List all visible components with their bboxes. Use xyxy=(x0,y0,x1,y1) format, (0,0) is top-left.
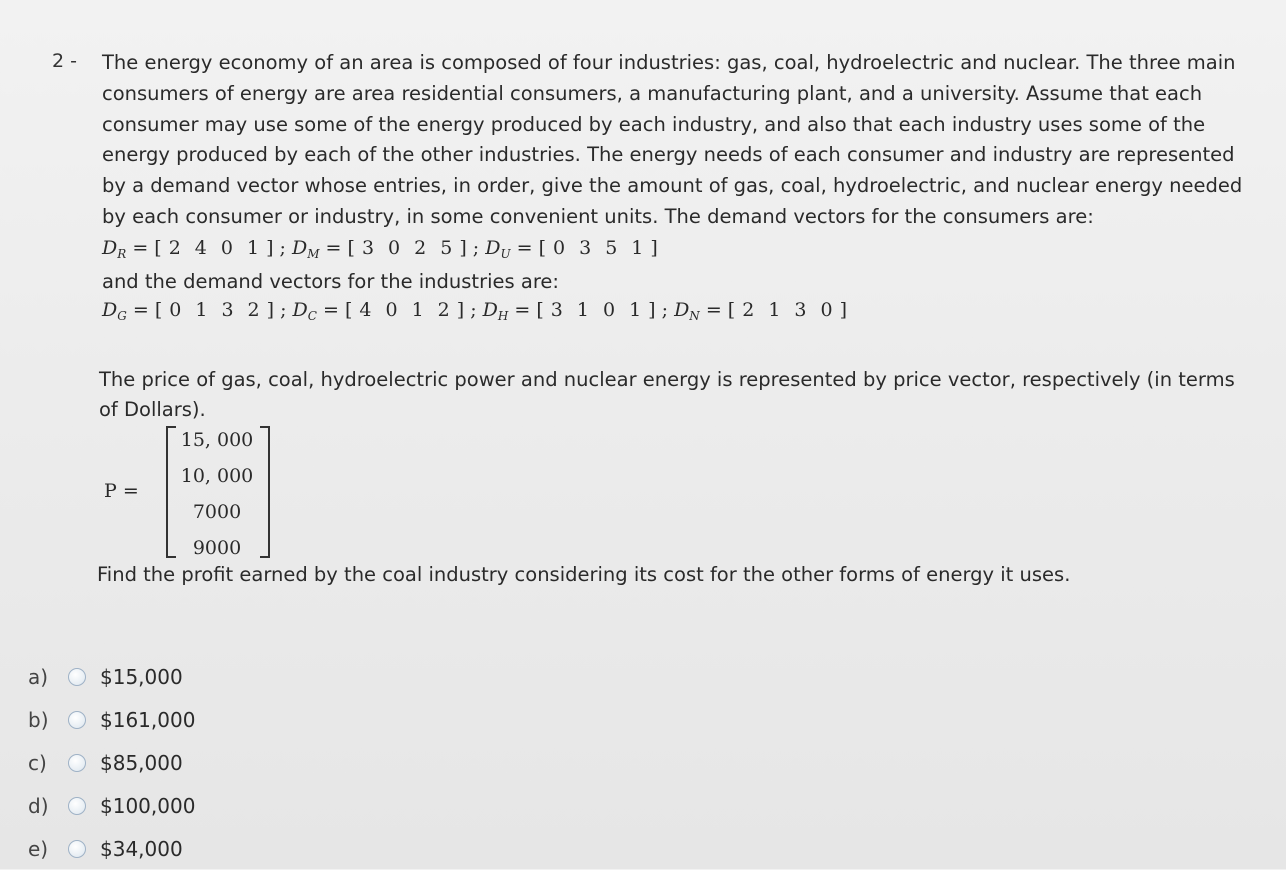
option-e[interactable] xyxy=(28,827,195,870)
option-d[interactable] xyxy=(28,784,195,827)
option-value: $100,000 xyxy=(100,793,196,818)
option-letter: a) xyxy=(28,664,49,689)
option-letter: e) xyxy=(28,836,49,861)
radio-button[interactable] xyxy=(68,754,86,772)
question-paragraph xyxy=(102,48,1243,233)
question-number: 2 - xyxy=(52,50,77,72)
option-letter: c) xyxy=(28,750,47,775)
price-hydroelectric: 7000 xyxy=(192,501,242,523)
option-value: $15,000 xyxy=(100,664,183,689)
radio-button[interactable] xyxy=(68,840,86,858)
price-nuclear: 9000 xyxy=(192,537,242,559)
vector-dg: $D_G$ = [ 0 1 3 2 ] ; xyxy=(102,299,293,323)
vector-dm: $D_M$ = [ 3 0 2 5 ] ; xyxy=(291,237,486,261)
price-vector-entries xyxy=(176,424,258,568)
option-letter: b) xyxy=(28,707,49,732)
paragraph-line: The energy economy of an area is composed of four industries: gas, coal, hydroelectric and nuclear. The three main xyxy=(102,51,1236,74)
paragraph-line: consumer may use some of the energy produced by each industry, and also that each industry uses some of the xyxy=(102,112,1206,136)
paragraph-line: by a demand vector whose entries, in order, give the amount of gas, coal, hydroelectric, and nuclear energy needed xyxy=(102,174,1243,198)
vector-dn: $D_N$ = [ 2 1 3 0 ] xyxy=(674,299,848,323)
left-bracket xyxy=(166,426,176,558)
paragraph-line: by each consumer or industry, in some convenient units. The demand vectors for the consumers are: xyxy=(102,204,1094,228)
price-gas: 15, 000 xyxy=(180,429,254,451)
vector-du: $D_U$ = [ 0 3 5 1 ] xyxy=(485,237,658,261)
price-vector-label: P = xyxy=(104,480,139,502)
option-b[interactable] xyxy=(28,698,195,741)
radio-button[interactable] xyxy=(68,797,86,815)
industry-demand-vectors xyxy=(102,299,847,321)
paragraph-line: energy produced by each of the other industries. The energy needs of each consumer and industry are represented xyxy=(102,143,1235,167)
option-value: $34,000 xyxy=(100,836,183,861)
right-bracket xyxy=(260,426,270,558)
option-c[interactable] xyxy=(28,741,195,784)
paragraph-line: consumers of energy are area residential consumers, a manufacturing plant, and a university. Assume that each xyxy=(102,81,1203,105)
answer-options xyxy=(28,655,195,870)
radio-button[interactable] xyxy=(68,711,86,729)
vector-dh: $D_H$ = [ 3 1 0 1 ] ; xyxy=(482,299,675,323)
option-value: $85,000 xyxy=(100,750,183,775)
option-letter: d) xyxy=(28,793,49,818)
option-value: $161,000 xyxy=(100,707,196,732)
vector-dc: $D_C$ = [ 4 0 1 2 ] ; xyxy=(292,299,483,323)
option-a[interactable] xyxy=(28,655,195,698)
price-description: The price of gas, coal, hydroelectric power and nuclear energy is represented by price vector, respectively (in terms of Dollars). xyxy=(99,368,1235,421)
vector-dr: $D_R$ = [ 2 4 0 1 ] ; xyxy=(102,237,292,261)
radio-button[interactable] xyxy=(68,668,86,686)
price-coal: 10, 000 xyxy=(180,465,254,487)
consumer-demand-vectors xyxy=(102,237,658,259)
question-prompt: Find the profit earned by the coal industry considering its cost for the other forms of energy it uses. xyxy=(97,563,1071,586)
industry-intro: and the demand vectors for the industries are: xyxy=(102,270,559,293)
